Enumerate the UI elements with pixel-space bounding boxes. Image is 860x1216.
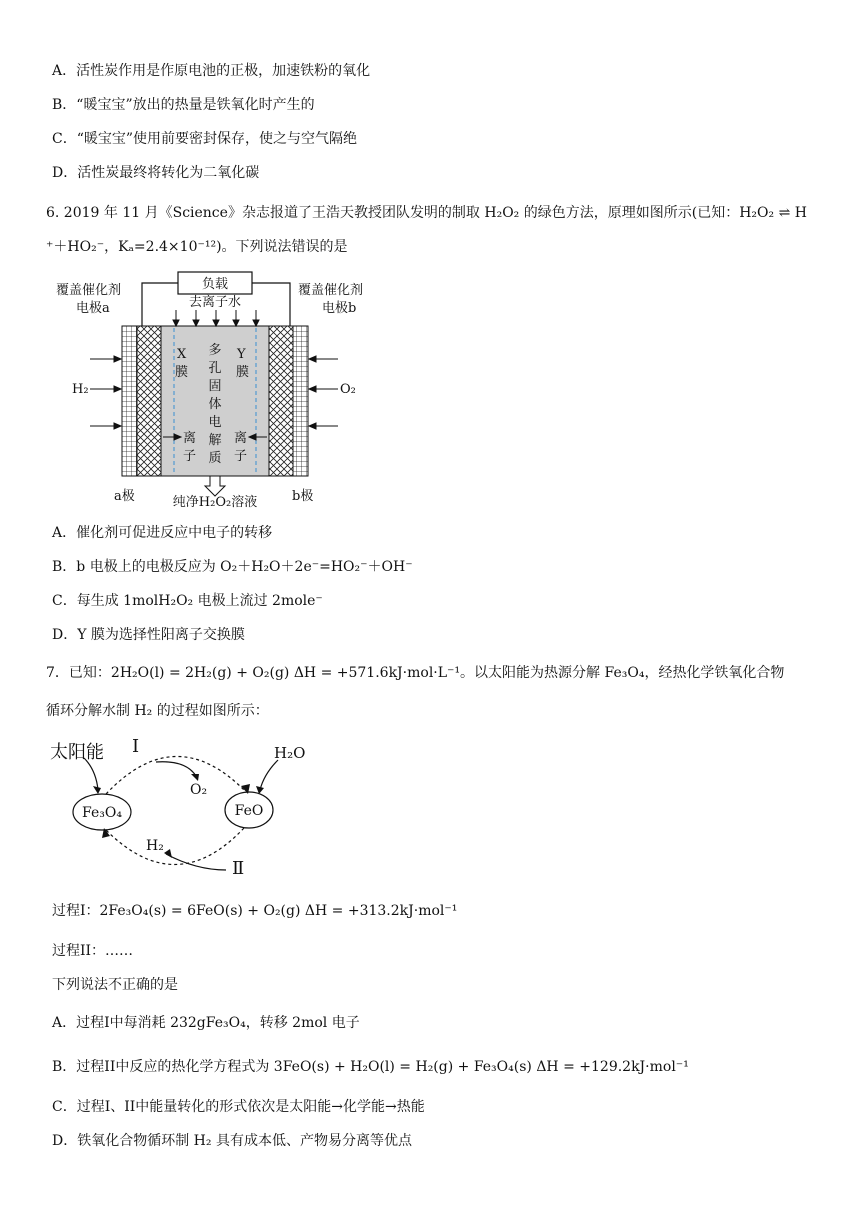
electrolyte-char-3: 固 — [208, 379, 222, 394]
electrode-a-label: 电极a — [76, 301, 110, 316]
y-membrane-letter: Y — [237, 347, 246, 362]
electrolyte-char-6: 解 — [208, 433, 222, 448]
q7-stem-line2: 循环分解水制 H₂ 的过程如图所示： — [46, 703, 269, 719]
o2-product-label: O₂ — [190, 782, 208, 798]
left-ion-char-2: 子 — [183, 449, 197, 464]
q5-option-c: C．“暖宝宝”使用前要密封保存，使之与空气隔绝 — [52, 131, 358, 147]
iron-oxide-cycle-diagram — [46, 730, 326, 880]
electrode-b — [293, 326, 308, 476]
q7-process-2: 过程II：…… — [52, 943, 134, 959]
deionized-water-label: 去离子水 — [188, 295, 242, 310]
solar-energy-label: 太阳能 — [50, 742, 104, 763]
q7-option-a: A．过程I中每消耗 232gFe₃O₄，转移 2mol 电子 — [52, 1015, 360, 1031]
electrode-a — [122, 326, 137, 476]
electrolyte-char-5: 电 — [208, 415, 222, 430]
h2-product-label: H₂ — [146, 838, 164, 854]
right-ion-char-1: 离 — [234, 431, 248, 446]
feo-label: FeO — [234, 803, 264, 819]
step-2-label: Ⅱ — [232, 858, 245, 879]
q6-option-a: A．催化剂可促进反应中电子的转移 — [52, 525, 273, 541]
q6-stem-line1: 6. 2019 年 11 月《Science》杂志报道了王浩天教授团队发明的制取 H₂O₂ 的绿色方法，原理如图所示(已知：H₂O₂ ⇌ H — [46, 205, 807, 221]
q7-question: 下列说法不正确的是 — [52, 977, 178, 993]
right-catalyst-label: 覆盖催化剂 — [298, 283, 364, 298]
h2o-reactant-label: H₂O — [274, 744, 306, 762]
outlet-arrow — [205, 476, 225, 496]
b-pole-label: b极 — [292, 489, 314, 504]
q5-option-d: D．活性炭最终将转化为二氧化碳 — [52, 165, 260, 181]
q7-option-c: C．过程I、II中能量转化的形式依次是太阳能→化学能→热能 — [52, 1099, 425, 1115]
q5-option-a: A．活性炭作用是作原电池的正极，加速铁粉的氧化 — [52, 63, 371, 79]
q7-stem-line1: 7．已知：2H₂O(l) = 2H₂(g) + O₂(g) ΔH = +571.6kJ·mol·L⁻¹。以太阳能为热源分解 Fe₃O₄，经热化学铁氧化合物 — [46, 665, 785, 681]
q6-option-b: B．b 电极上的电极反应为 O₂＋H₂O＋2e⁻=HO₂⁻＋OH⁻ — [52, 559, 413, 575]
x-membrane-char: 膜 — [175, 365, 189, 380]
catalyst-layer-b — [269, 326, 293, 476]
product-label: 纯净H₂O₂溶液 — [172, 495, 258, 510]
q6-option-c: C．每生成 1molH₂O₂ 电极上流过 2mole⁻ — [52, 593, 323, 609]
left-catalyst-label: 覆盖催化剂 — [56, 283, 122, 298]
electrode-b-label: 电极b — [322, 301, 357, 316]
q7-option-b: B．过程II中反应的热化学方程式为 3FeO(s) + H₂O(l) = H₂(g) + Fe₃O₄(s) ΔH = +129.2kJ·mol⁻¹ — [52, 1059, 689, 1075]
step-1-label: I — [132, 736, 140, 757]
q5-option-b: B．“暖宝宝”放出的热量是铁氧化时产生的 — [52, 97, 315, 113]
a-pole-label: a极 — [114, 489, 135, 504]
electrolyte-char-1: 多 — [208, 343, 222, 358]
electrolyte-char-2: 孔 — [208, 361, 222, 376]
right-ion-char-2: 子 — [234, 449, 248, 464]
electrolyte-char-7: 质 — [208, 451, 222, 466]
fe3o4-label: Fe₃O₄ — [82, 805, 122, 821]
load-label: 负载 — [201, 277, 229, 292]
q7-option-d: D．铁氧化合物循环制 H₂ 具有成本低、产物易分离等优点 — [52, 1133, 412, 1149]
h2-label: H₂ — [72, 382, 89, 397]
x-membrane-letter: X — [177, 347, 187, 362]
catalyst-layer-a — [137, 326, 161, 476]
electrolyte-char-4: 体 — [208, 397, 222, 412]
q7-process-1: 过程I：2Fe₃O₄(s) = 6FeO(s) + O₂(g) ΔH = +313.2kJ·mol⁻¹ — [52, 903, 458, 919]
left-ion-char-1: 离 — [183, 431, 197, 446]
q6-option-d: D．Y 膜为选择性阳离子交换膜 — [52, 627, 245, 643]
cycle-arc-top — [106, 756, 246, 794]
electrolysis-cell-diagram — [46, 266, 376, 511]
y-membrane-char: 膜 — [236, 365, 250, 380]
q6-stem-line2: ⁺＋HO₂⁻，Kₐ=2.4×10⁻¹²)。下列说法错误的是 — [46, 239, 348, 255]
o2-label: O₂ — [340, 382, 356, 397]
